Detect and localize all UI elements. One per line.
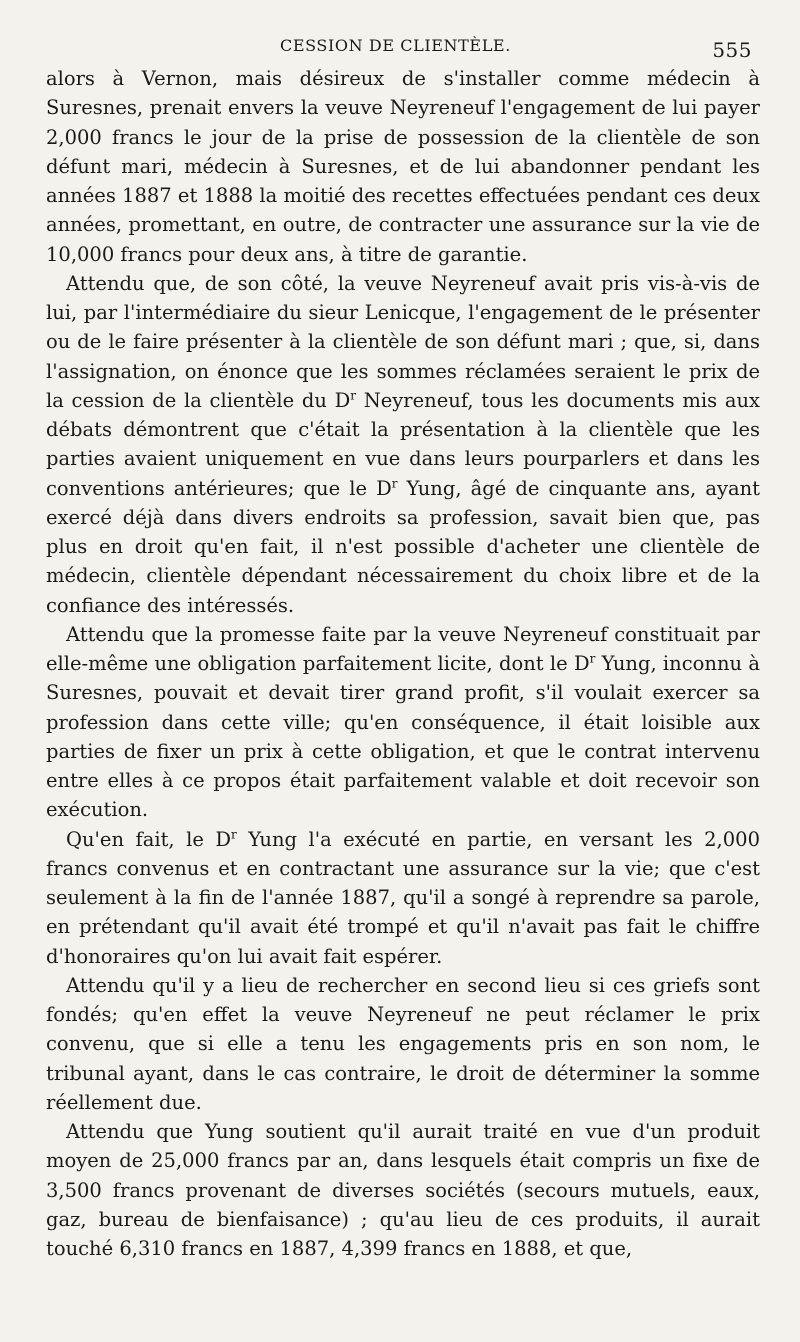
page-number: 555 bbox=[712, 38, 752, 62]
paragraph-text: Yung, âgé de cinquante ans, ayant exercé déjà dans divers endroits sa profession, savait bien que, pas plus en droit qu'en fait, il n'est possible d'acheter une clientèle de médecin, clientèle dépendant nécessairement du choix libre et de la confiance des intéressés. bbox=[46, 476, 760, 617]
paragraph-text: Attendu que la promesse faite par la veuve Neyreneuf constituait par elle-même une obligation parfaitement licite, dont le D bbox=[46, 622, 760, 675]
paragraph-text: Attendu que Yung soutient qu'il aurait traité en vue d'un produit moyen de 25,000 francs par an, dans lesquels était compris un fixe de 3,500 francs provenant de diverses sociétés (secours mutuels, eaux, gaz, bureau de bienfaisance) ; qu'au lieu de ces produits, il aurait touché 6,310 francs en 1887, 4,399 francs en 1888, et que, bbox=[46, 1120, 760, 1260]
paragraph bbox=[46, 269, 760, 620]
running-title: CESSION DE CLIENTÈLE. bbox=[280, 36, 511, 55]
paragraph-text: Yung l'a exécuté en partie, en versant les 2,000 francs convenus et en contractant une assurance sur la vie; que c'est seulement à la fin de l'année 1887, qu'il a songé à reprendre sa parole, en prétendant qu'il avait été trompé et qu'il n'avait pas fait le chiffre d'honoraires qu'on lui avait fait espérer. bbox=[46, 827, 760, 968]
paragraph-text: Neyreneuf, tous les documents mis aux débats démontrent que c'était la présentation à la clientèle que les parties avaient uniquement en vue dans leurs pourparlers et dans les conventions antérieures; que le D bbox=[46, 388, 760, 500]
running-header bbox=[46, 36, 760, 64]
paragraph bbox=[46, 971, 760, 1117]
paragraph-text: Yung, inconnu à Suresnes, pouvait et devait tirer grand profit, s'il voulait exercer sa profession dans cette ville; qu'en conséquence, il était loisible aux parties de fixer un prix à cette obligation, et que le contrat intervenu entre elles à ce propos était parfaitement valable et doit recevoir son exécution. bbox=[46, 652, 760, 822]
paragraph-text: Attendu que, de son côté, la veuve Neyreneuf avait pris vis-à-vis de lui, par l'intermédiaire du sieur Lenicque, l'engagement de le présenter ou de le faire présenter à la clientèle de son défunt mari ; que, si, dans l'assignation, on énonce que les sommes réclamées seraient le prix de la cession de la clientèle du D bbox=[46, 271, 760, 412]
superscript: r bbox=[350, 388, 356, 403]
paragraph-text: alors à Vernon, mais désireux de s'installer comme médecin à Suresnes, prenait envers la veuve Neyreneuf l'engagement de lui payer 2,000 francs le jour de la prise de possession de la clientèle de son défunt mari, médecin à Suresnes, et de lui abandonner pendant les années 1887 et 1888 la moitié des recettes effectuées pendant ces deux années, promettant, en outre, de contracter une assurance sur la vie de 10,000 francs pour deux ans, à titre de garantie. bbox=[46, 67, 760, 266]
paragraph-text: Qu'en fait, le D bbox=[66, 827, 231, 851]
paragraph-continuation bbox=[46, 64, 760, 269]
superscript: r bbox=[589, 651, 596, 666]
body-text bbox=[46, 64, 760, 1263]
paragraph bbox=[46, 825, 760, 971]
paragraph bbox=[46, 620, 760, 825]
superscript: r bbox=[230, 827, 237, 841]
paragraph bbox=[46, 1117, 760, 1263]
paragraph-text: Attendu qu'il y a lieu de rechercher en second lieu si ces griefs sont fondés; qu'en effet la veuve Neyreneuf ne peut réclamer le prix convenu, que si elle a tenu les engagements pris en son nom, le tribunal ayant, dans le cas contraire, le droit de déterminer la somme réellement due. bbox=[46, 973, 760, 1114]
superscript: r bbox=[391, 476, 398, 490]
